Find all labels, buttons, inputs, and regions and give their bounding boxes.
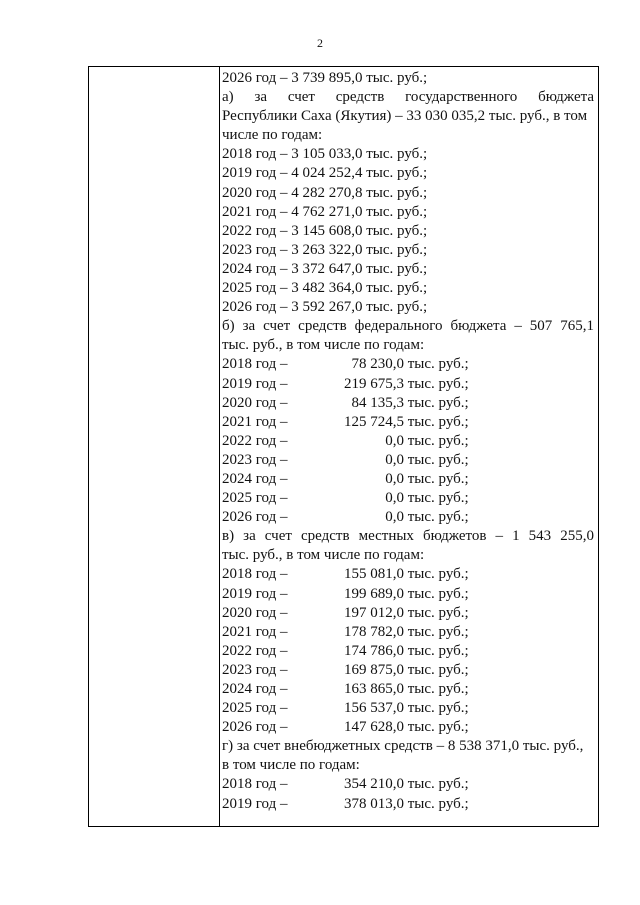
section-b-row <box>222 413 594 432</box>
section-b-row <box>222 470 594 489</box>
row-amount: 156 537,0 <box>344 700 404 717</box>
row-year: 2019 год – <box>222 795 288 812</box>
table-left-cell <box>89 67 220 826</box>
row-unit: тыс. руб.; <box>407 470 469 487</box>
row-unit: тыс. руб.; <box>407 604 469 621</box>
section-a-row: 2021 год – 4 762 271,0 тыс. руб.; <box>222 203 428 220</box>
section-a <box>222 88 594 317</box>
row-year: 2024 год – <box>222 470 288 487</box>
section-a-row: 2026 год – 3 592 267,0 тыс. руб.; <box>222 299 428 316</box>
row-amount: 163 865,0 <box>344 681 404 697</box>
row-amount: 169 875,0 <box>344 661 404 678</box>
row-year: 2022 год – <box>222 432 288 449</box>
row-year: 2023 год – <box>222 661 288 678</box>
intro-line: 2026 год – 3 739 895,0 тыс. руб.; <box>222 70 428 86</box>
section-b-row <box>222 432 594 451</box>
row-amount: 125 724,5 <box>344 413 404 430</box>
row-year: 2018 год – <box>222 356 288 373</box>
section-b-row <box>222 394 594 413</box>
row-unit: тыс. руб.; <box>407 375 469 392</box>
section-c-row <box>222 718 594 737</box>
section-d-row <box>222 775 594 794</box>
row-year: 2025 год – <box>222 700 288 717</box>
row-amount: 147 628,0 <box>344 719 404 736</box>
row-year: 2022 год – <box>222 642 288 659</box>
row-amount: 174 786,0 <box>344 642 404 659</box>
row-year: 2019 год – <box>222 375 288 392</box>
row-amount: 178 782,0 <box>344 623 404 640</box>
section-c-row <box>222 680 594 699</box>
row-amount: 378 013,0 <box>344 795 404 812</box>
row-unit: тыс. руб.; <box>407 661 469 678</box>
section-a-row: 2023 год – 3 263 322,0 тыс. руб.; <box>222 241 428 258</box>
section-c-row <box>222 565 594 584</box>
row-unit: тыс. руб.; <box>407 394 469 411</box>
row-amount: 84 135,3 <box>351 394 404 411</box>
row-amount: 0,0 <box>385 509 404 526</box>
section-b-row <box>222 355 594 374</box>
section-c-row <box>222 623 594 642</box>
row-year: 2026 год – <box>222 719 288 736</box>
section-c-row <box>222 604 594 623</box>
table-right-cell <box>220 67 598 826</box>
section-a-row: 2025 год – 3 482 364,0 тыс. руб.; <box>222 280 428 297</box>
row-unit: тыс. руб.; <box>407 776 469 793</box>
page-number: 2 <box>317 36 323 50</box>
section-c-row <box>222 699 594 718</box>
section-d-row <box>222 795 594 814</box>
section-a-heading-line: числе по годам: <box>222 127 323 144</box>
section-b-row <box>222 489 594 508</box>
row-amount: 0,0 <box>385 490 404 507</box>
section-b-row <box>222 451 594 470</box>
row-amount: 155 081,0 <box>344 566 404 583</box>
section-b <box>222 317 594 527</box>
row-unit: тыс. руб.; <box>407 642 469 659</box>
section-a-row: 2022 год – 3 145 608,0 тыс. руб.; <box>222 222 428 239</box>
section-d-heading-line: г) за счет внебюджетных средств – 8 538 371,0 тыс. руб., <box>222 738 584 755</box>
row-year: 2023 год – <box>222 451 288 468</box>
section-a-row: 2019 год – 4 024 252,4 тыс. руб.; <box>222 165 428 182</box>
row-amount: 354 210,0 <box>344 776 404 793</box>
row-amount: 199 689,0 <box>344 585 404 602</box>
row-unit: тыс. руб.; <box>407 566 469 583</box>
row-unit: тыс. руб.; <box>407 795 469 812</box>
section-b-row <box>222 375 594 394</box>
row-year: 2021 год – <box>222 413 288 430</box>
row-year: 2024 год – <box>222 681 288 697</box>
row-unit: тыс. руб.; <box>407 585 469 602</box>
row-unit: тыс. руб.; <box>407 700 469 717</box>
section-c-heading-line: в) за счет средств местных бюджетов – 1 543 255,0 <box>222 528 594 545</box>
row-unit: тыс. руб.; <box>407 451 469 468</box>
section-c-row <box>222 585 594 604</box>
row-amount: 0,0 <box>385 432 404 449</box>
section-a-row: 2024 год – 3 372 647,0 тыс. руб.; <box>222 260 428 277</box>
row-year: 2026 год – <box>222 509 288 526</box>
row-year: 2020 год – <box>222 394 288 411</box>
row-amount: 0,0 <box>385 470 404 487</box>
row-unit: тыс. руб.; <box>407 681 469 697</box>
row-year: 2025 год – <box>222 490 288 507</box>
section-d-heading-line: в том числе по годам: <box>222 757 360 774</box>
row-year: 2018 год – <box>222 776 288 793</box>
row-amount: 219 675,3 <box>344 375 404 392</box>
row-amount: 0,0 <box>385 451 404 468</box>
row-unit: тыс. руб.; <box>407 719 469 736</box>
row-unit: тыс. руб.; <box>407 623 469 640</box>
row-unit: тыс. руб.; <box>407 432 469 449</box>
section-a-heading-line: а) за счет средств государственного бюджета <box>222 89 594 106</box>
section-c-row <box>222 642 594 661</box>
section-a-row: 2018 год – 3 105 033,0 тыс. руб.; <box>222 146 428 163</box>
section-c <box>222 527 594 737</box>
row-amount: 78 230,0 <box>351 356 404 373</box>
row-year: 2018 год – <box>222 566 288 583</box>
section-d <box>222 737 594 813</box>
funding-table <box>88 66 599 827</box>
row-unit: тыс. руб.; <box>407 490 469 507</box>
row-amount: 197 012,0 <box>344 604 404 621</box>
section-c-row <box>222 661 594 680</box>
row-year: 2020 год – <box>222 604 288 621</box>
row-unit: тыс. руб.; <box>407 413 469 430</box>
section-b-row <box>222 508 594 527</box>
section-a-row: 2020 год – 4 282 270,8 тыс. руб.; <box>222 184 428 201</box>
section-b-heading-line: б) за счет средств федерального бюджета – 507 765,1 <box>222 318 594 335</box>
row-year: 2019 год – <box>222 585 288 602</box>
section-c-heading-line: тыс. руб., в том числе по годам: <box>222 547 425 564</box>
row-unit: тыс. руб.; <box>407 356 469 373</box>
row-unit: тыс. руб.; <box>407 509 469 526</box>
row-year: 2021 год – <box>222 623 288 640</box>
section-a-heading-line: Республики Саха (Якутия) – 33 030 035,2 тыс. руб., в том <box>222 108 588 125</box>
section-b-heading-line: тыс. руб., в том числе по годам: <box>222 337 425 354</box>
